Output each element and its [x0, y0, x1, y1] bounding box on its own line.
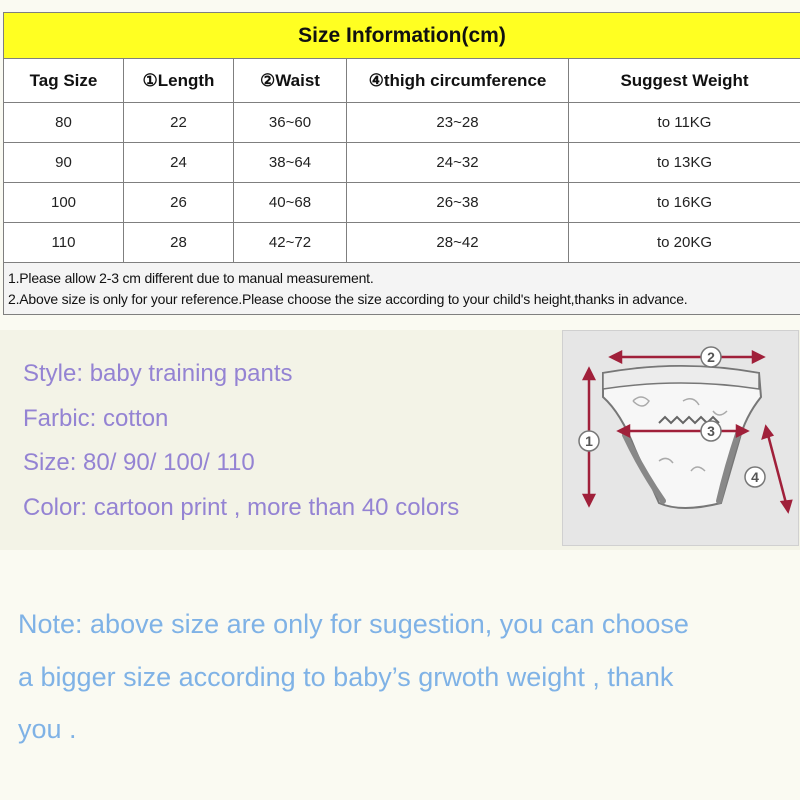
cell-tag-size: 80 — [4, 103, 124, 143]
cell-length: 28 — [124, 223, 234, 263]
table-note-1: 1.Please allow 2-3 cm different due to manual measurement. — [8, 269, 374, 286]
table-row — [4, 103, 800, 143]
leg-arrow-head-bottom — [782, 501, 791, 511]
cell-tag-size: 110 — [4, 223, 124, 263]
table-note-2: 2.Above size is only for your reference.Please choose the size according to your child's height,thanks in advance. — [8, 290, 688, 307]
product-spec-list — [23, 352, 459, 530]
cell-weight: to 13KG — [569, 143, 800, 183]
cell-waist: 42~72 — [234, 223, 347, 263]
cell-waist: 40~68 — [234, 183, 347, 223]
measurement-diagram — [562, 330, 799, 546]
table-header-row — [4, 59, 800, 103]
sizing-note-line-3: you . — [18, 714, 77, 744]
sizing-note — [18, 598, 788, 756]
table-title-row — [4, 13, 800, 59]
length-arrow-head-top — [584, 369, 594, 379]
marker-1-label: 1 — [585, 433, 593, 449]
cell-thigh: 28~42 — [347, 223, 569, 263]
cell-weight: to 20KG — [569, 223, 800, 263]
table-title: Size Information(cm) — [4, 13, 800, 59]
leg-arrow-head-top — [763, 427, 772, 438]
cell-weight: to 11KG — [569, 103, 800, 143]
length-arrow-head-bottom — [584, 495, 594, 505]
spec-size: Size: 80/ 90/ 100/ 110 — [23, 449, 255, 476]
cell-thigh: 26~38 — [347, 183, 569, 223]
size-table — [3, 12, 800, 315]
table-row — [4, 143, 800, 183]
header-thigh-circumference: ④thigh circumference — [347, 59, 569, 103]
header-length: ①Length — [124, 59, 234, 103]
table-row — [4, 223, 800, 263]
header-waist: ②Waist — [234, 59, 347, 103]
cell-waist: 36~60 — [234, 103, 347, 143]
training-pants-icon — [563, 331, 798, 545]
sizing-note-line-1: Note: above size are only for sugestion, you can choose — [18, 609, 689, 639]
spec-style: Style: baby training pants — [23, 360, 293, 387]
waist-arrow-head-right — [753, 352, 763, 362]
cell-waist: 38~64 — [234, 143, 347, 183]
cell-tag-size: 100 — [4, 183, 124, 223]
table-notes-row — [4, 263, 800, 315]
thigh-arrow-head-right — [737, 426, 747, 436]
cell-tag-size: 90 — [4, 143, 124, 183]
marker-3-label: 3 — [707, 423, 715, 439]
cell-length: 26 — [124, 183, 234, 223]
table-row — [4, 183, 800, 223]
cell-weight: to 16KG — [569, 183, 800, 223]
cell-length: 22 — [124, 103, 234, 143]
spec-fabric: Farbic: cotton — [23, 404, 169, 432]
spec-color: Color: cartoon print , more than 40 colors — [23, 493, 460, 521]
header-tag-size: Tag Size — [4, 59, 124, 103]
cell-thigh: 24~32 — [347, 143, 569, 183]
cell-thigh: 23~28 — [347, 103, 569, 143]
sizing-note-line-2: a bigger size according to baby’s grwoth weight , thank — [18, 661, 674, 692]
thigh-arrow-head-left — [619, 426, 629, 436]
cell-length: 24 — [124, 143, 234, 183]
table-notes — [4, 263, 800, 315]
header-suggest-weight: Suggest Weight — [569, 59, 800, 103]
marker-2-label: 2 — [707, 349, 715, 365]
leg-arrow-line — [767, 431, 787, 507]
waist-arrow-head-left — [611, 352, 621, 362]
marker-4-label: 4 — [751, 469, 759, 485]
